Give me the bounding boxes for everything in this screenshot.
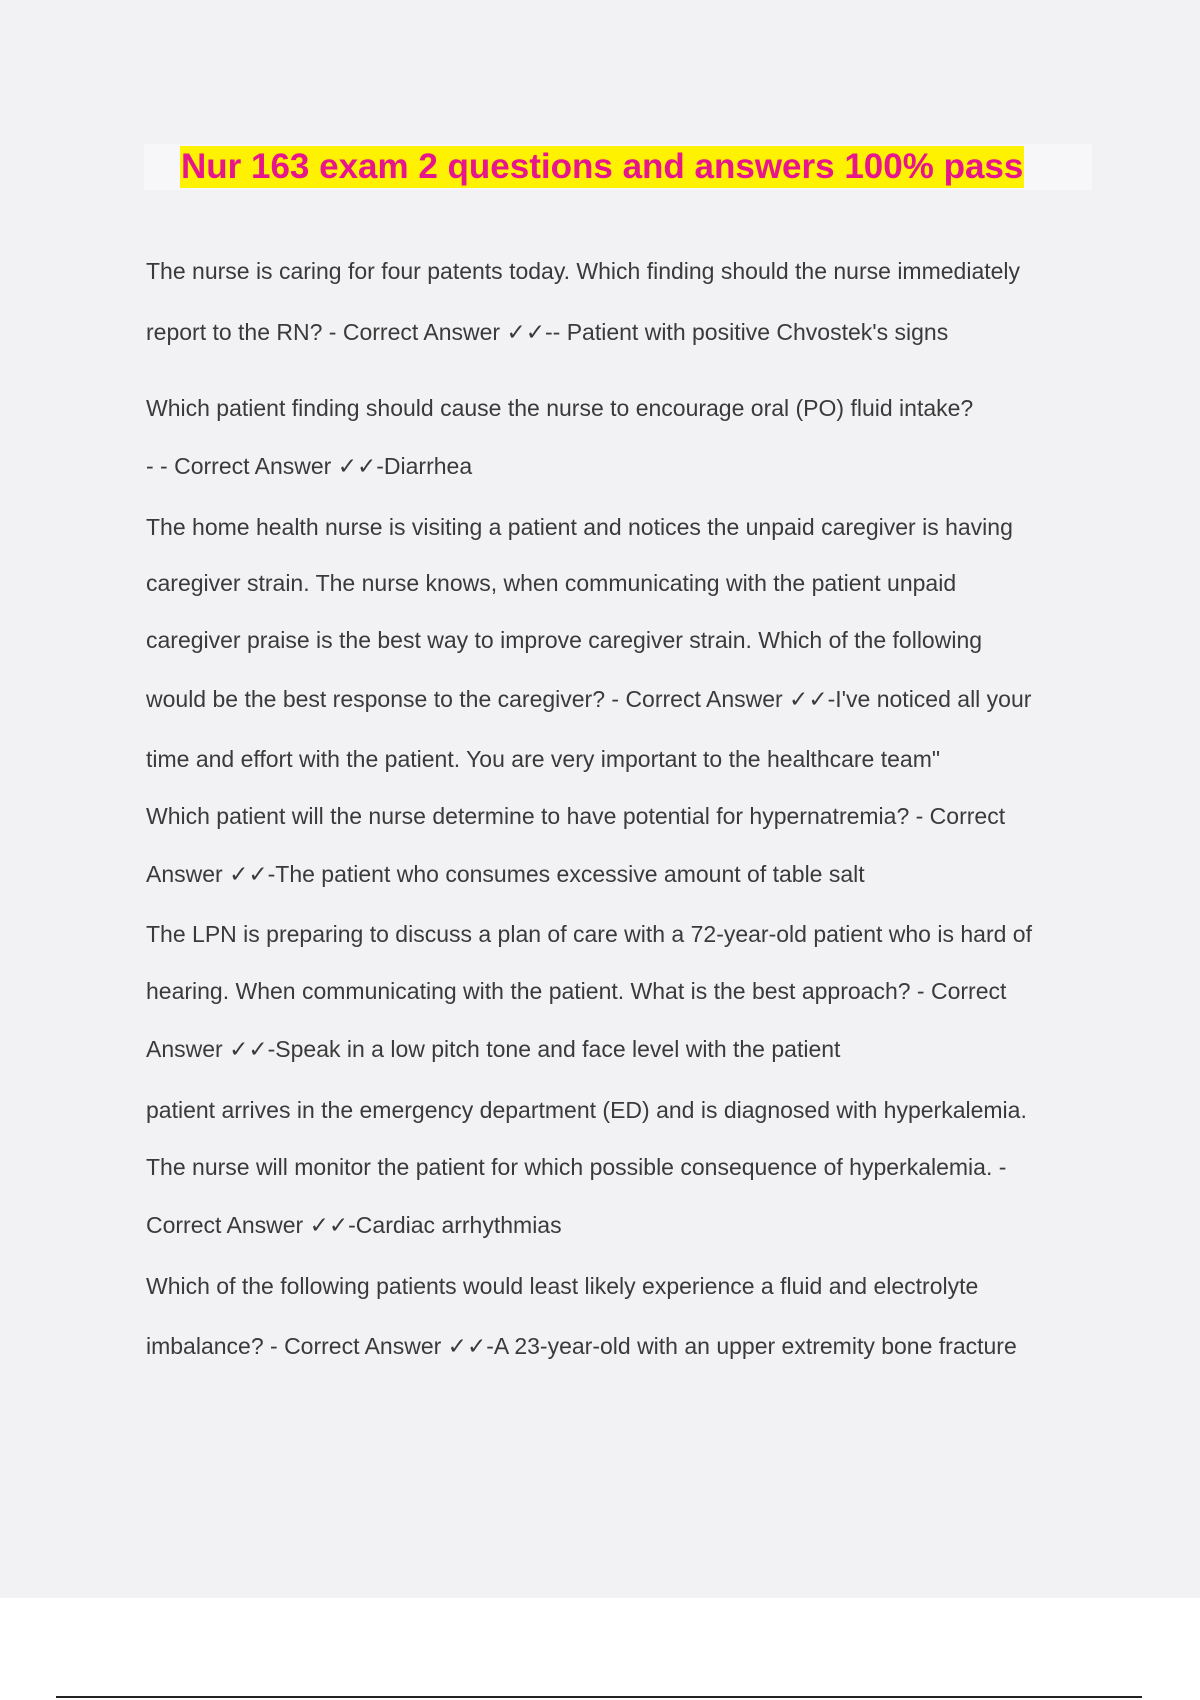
text-line: The home health nurse is visiting a patient and notices the unpaid caregiver is having	[146, 514, 1013, 540]
text-line: Which of the following patients would least likely experience a fluid and electrolyte	[146, 1273, 979, 1299]
text-line: Which patient will the nurse determine to have potential for hypernatremia? - Correct	[146, 803, 1006, 829]
text-line: - - Correct Answer ✓✓-Diarrhea	[146, 453, 473, 479]
text-line: Answer ✓✓-The patient who consumes excessive amount of table salt	[146, 861, 865, 887]
text-line: imbalance? - Correct Answer ✓✓-A 23-year-old with an upper extremity bone fracture	[146, 1333, 1017, 1359]
text-line: Correct Answer ✓✓-Cardiac arrhythmias	[146, 1212, 562, 1238]
text-line: Answer ✓✓-Speak in a low pitch tone and face level with the patient	[146, 1036, 841, 1062]
text-line: time and effort with the patient. You are very important to the healthcare team"	[146, 746, 941, 772]
text-line: The nurse will monitor the patient for which possible consequence of hyperkalemia. -	[146, 1154, 1007, 1180]
footer-rule	[56, 1696, 1142, 1698]
text-line: The LPN is preparing to discuss a plan of care with a 72-year-old patient who is hard of	[146, 921, 1032, 947]
text-line: Which patient finding should cause the nurse to encourage oral (PO) fluid intake?	[146, 395, 974, 421]
document-title: Nur 163 exam 2 questions and answers 100% pass	[181, 147, 1024, 186]
text-line: caregiver praise is the best way to improve caregiver strain. Which of the following	[146, 627, 983, 653]
text-line: would be the best response to the caregiver? - Correct Answer ✓✓-I've noticed all your	[146, 686, 1032, 712]
text-line: report to the RN? - Correct Answer ✓✓-- Patient with positive Chvostek's signs	[146, 319, 949, 345]
text-line: hearing. When communicating with the patient. What is the best approach? - Correct	[146, 978, 1007, 1004]
text-line: The nurse is caring for four patents today. Which finding should the nurse immediately	[146, 258, 1021, 284]
text-line: caregiver strain. The nurse knows, when communicating with the patient unpaid	[146, 570, 957, 596]
text-line: patient arrives in the emergency department (ED) and is diagnosed with hyperkalemia.	[146, 1097, 1027, 1123]
